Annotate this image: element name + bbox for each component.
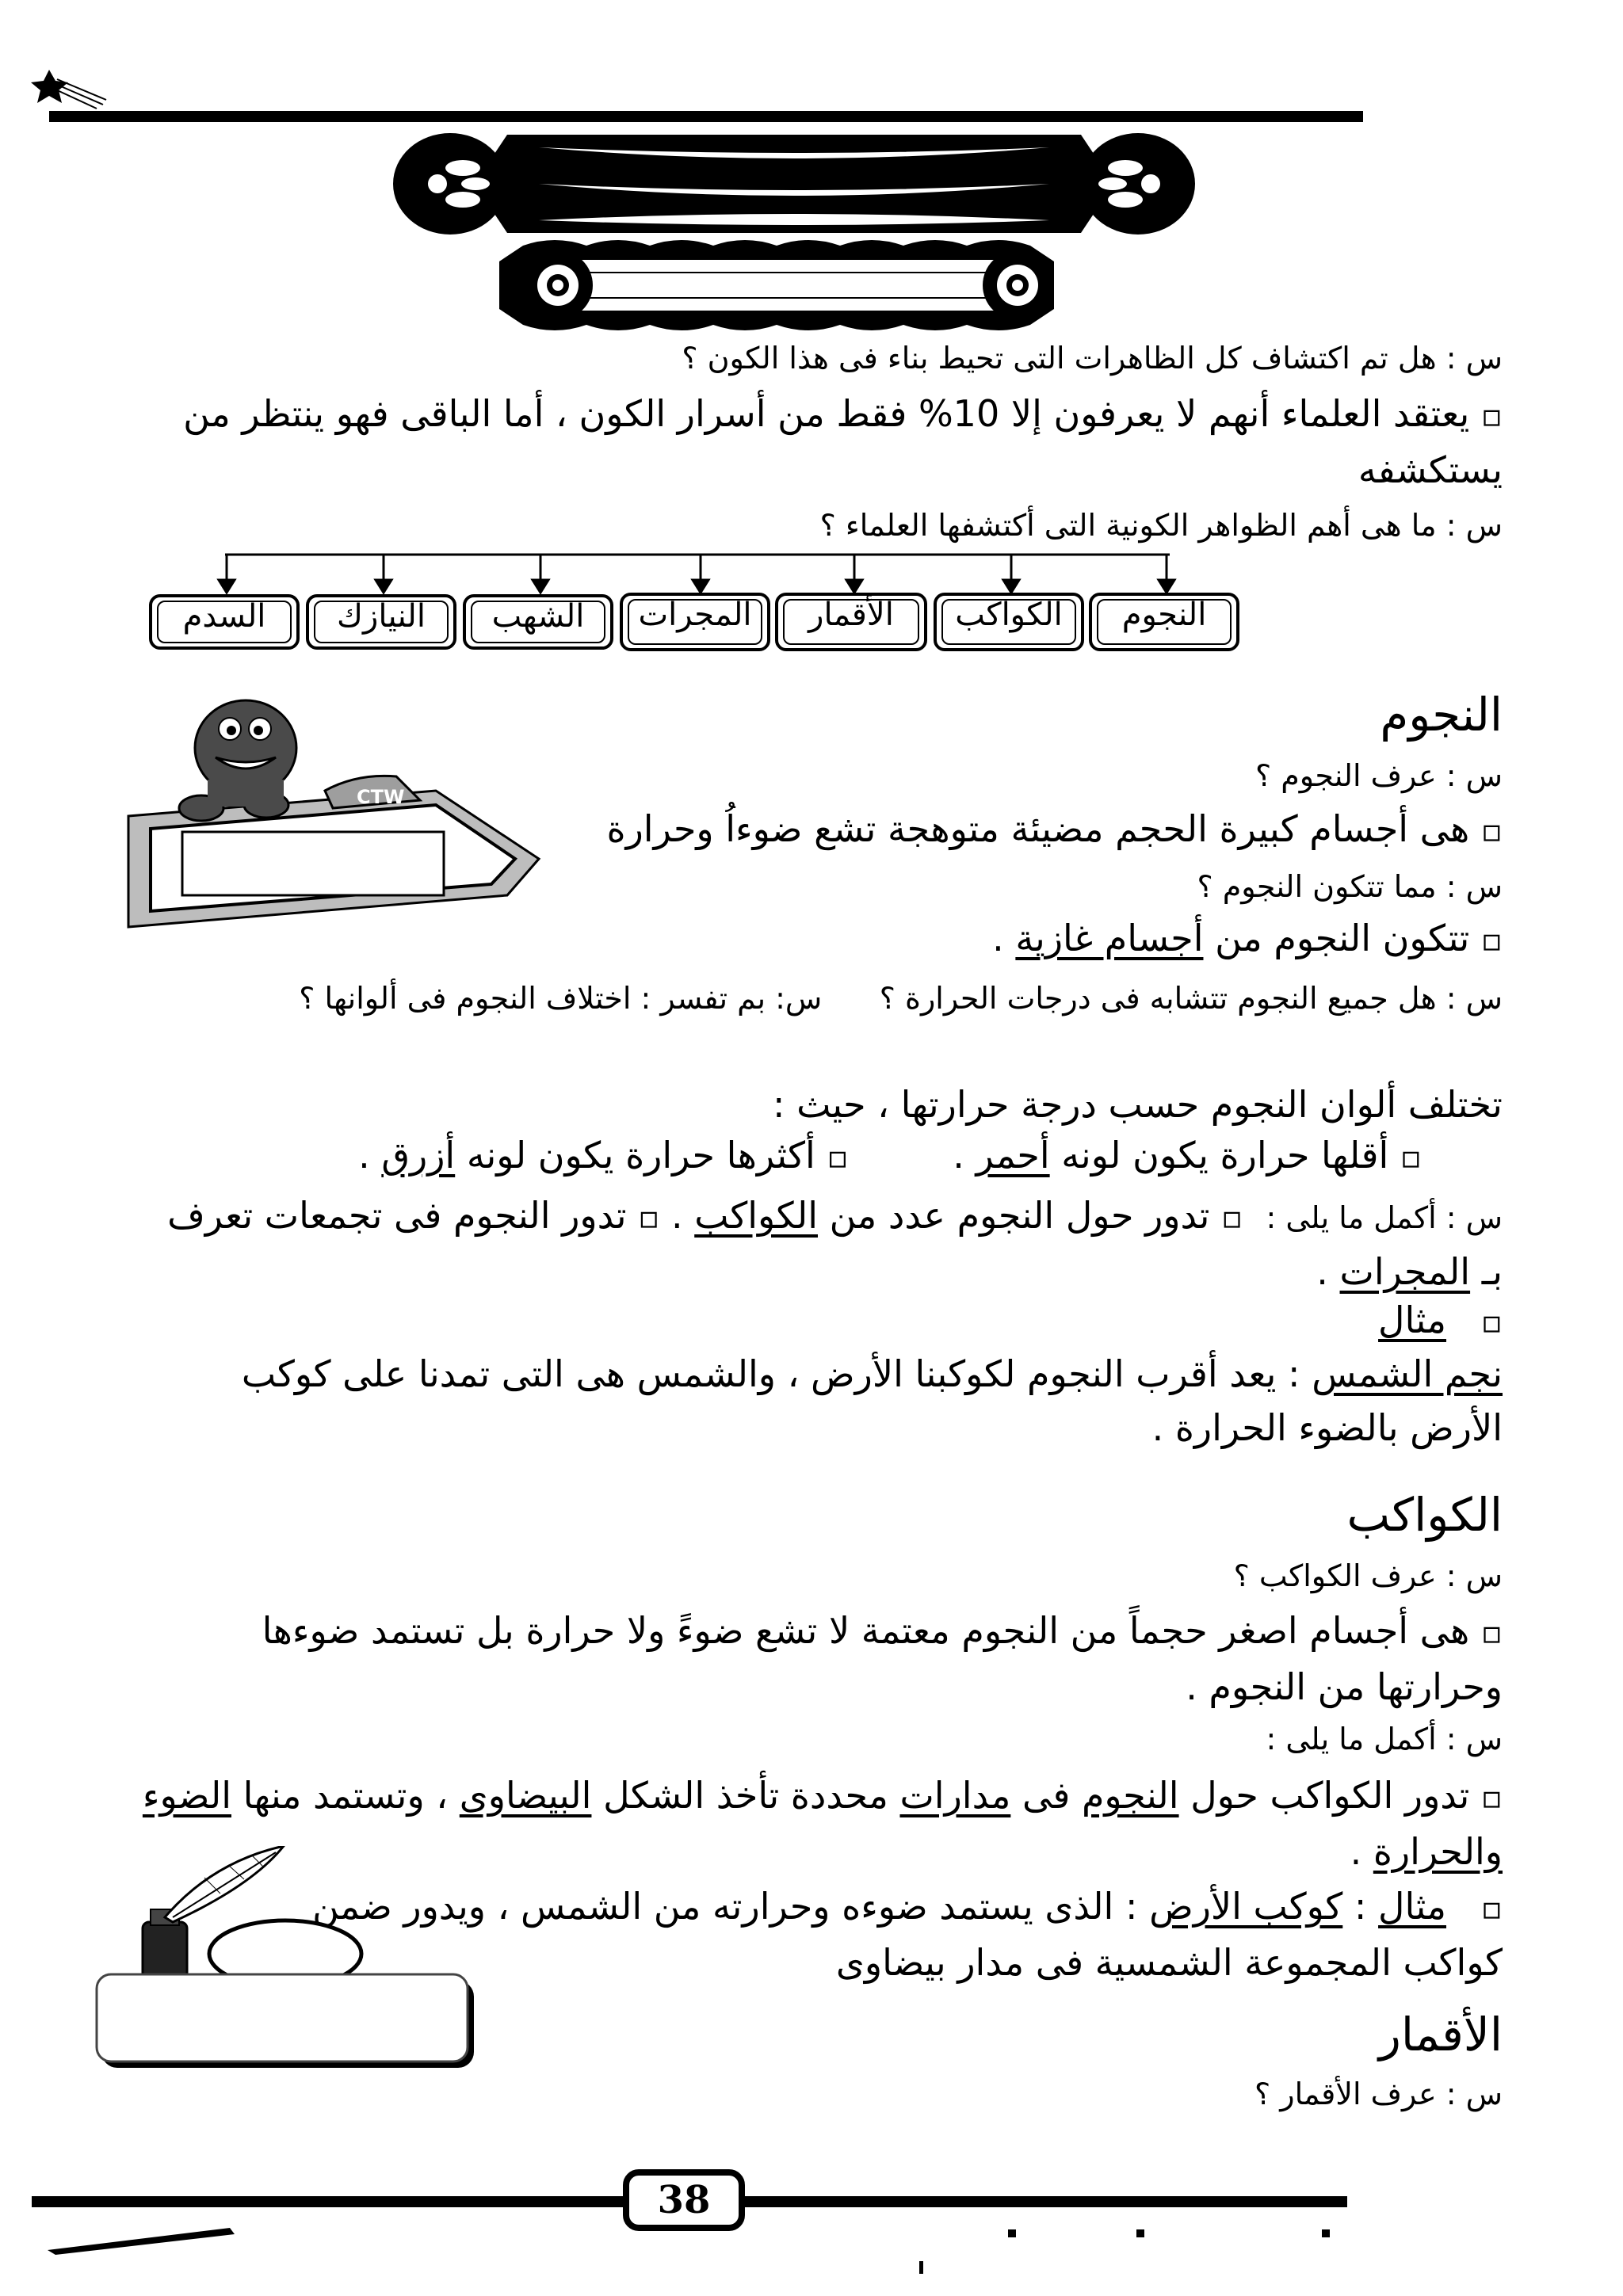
answer-orbits: مدارات (899, 1774, 1011, 1817)
answer-elliptical: البيضاوى (459, 1774, 592, 1817)
stars-heading: النجوم (1380, 688, 1503, 742)
stars-q-define: س : عرف النجوم ؟ (1255, 758, 1503, 793)
answer-light-heat: الضوء والحرارة (142, 1774, 1503, 1873)
stars-a-made: ▫ تتكون النجوم من أجسام غازية . (992, 917, 1503, 959)
phenomenon-galaxies: المجرات (620, 593, 770, 651)
phenomenon-nebulae: السدم (149, 594, 300, 650)
planets-heading: الكواكب (1346, 1488, 1503, 1542)
stars-example: نجم الشمس : يعد أقرب النجوم لكوكبنا الأرض ، والشمس هى التى تمدنا على كوكب الأرض بالضوء الحرارة . (241, 1352, 1503, 1449)
phenomenon-meteorites: النيازك (306, 594, 456, 650)
footer-decoration (0, 2155, 1623, 2296)
answer-planets: الكواكب (694, 1194, 818, 1237)
stars-a-define: ▫ هى أجسام كبيرة الحجم مضيئة متوهجة تشع ضوءاُ وحرارة (606, 807, 1503, 850)
bullet-glyph: ▫ (1480, 1890, 1503, 1927)
planets-q-define: س : عرف الكواكب ؟ (1233, 1558, 1503, 1593)
moons-q-define: س : عرف الأقمار ؟ (1254, 2077, 1503, 2111)
planets-a-define: ▫ هى أجسام اصغر حجماً من النجوم معتمة لا تشع ضوءً ولا حرارة بل تستمد ضوءها وحرارتها من النجوم . (262, 1609, 1503, 1708)
question-1: س : هل تم اكتشاف كل الظاهرات التى تحيط بناء فى هذا الكون ؟ (682, 341, 1503, 376)
bullet-glyph: ▫ (1480, 1615, 1503, 1651)
bullet-glyph: ▫ (1480, 813, 1503, 849)
bullet-glyph: ▫ (1480, 398, 1503, 434)
moons-heading: الأقمار (1378, 2008, 1503, 2061)
stars-complete: س : أكمل ما يلى : ▫ تدور حول النجوم عدد من الكواكب . ▫ تدور النجوم فى تجمعات تعرف بـ المجرات . (167, 1194, 1503, 1293)
page-number: 38 (657, 2178, 711, 2222)
bullet-glyph: ▫ (1480, 1304, 1503, 1341)
stars-color-bullets: ▫ أقلها حرارة يكون لونه أحمر . ▫ أكثرها حرارة يكون لونه أزرق . (358, 1134, 1422, 1177)
answer-red: أحمر (976, 1134, 1050, 1177)
subtitle-frame-icon (499, 240, 1054, 330)
bullet-glyph: ▫ (1480, 922, 1503, 959)
answer-gaseous-bodies: أجسام غازية (1015, 917, 1204, 959)
bullet-glyph: ▫ (1480, 1779, 1503, 1816)
header-decoration (0, 0, 1623, 349)
phenomenon-meteors: الشهب (463, 594, 613, 650)
phenomenon-moons: الأقمار (775, 593, 927, 651)
phenomena-tree-lines (0, 547, 1623, 594)
stars-q-temp-colors: س : هل جميع النجوم تتشابه فى درجات الحرارة ؟ س: بم تفسر : اختلاف النجوم فى ألوانها ؟ (299, 981, 1503, 1016)
inkwell-sign-clipart (94, 1846, 490, 2084)
answer-1 (124, 387, 1503, 497)
answer-stars: النجوم (1081, 1774, 1179, 1817)
answer-blue: أزرق (381, 1134, 456, 1177)
planets-complete-q: س : أكمل ما يلى : (1266, 1722, 1503, 1756)
bullet-glyph: ▫ (1400, 1139, 1422, 1176)
planets-example: ▫ مثال : كوكب الأرض : الذى يستمد ضوءه وحرارته من الشمس ، ويدور ضمن كواكب المجموعة الشمسية فى مدار بيضاوى (312, 1885, 1503, 1984)
question-2: س : ما هى أهم الظواهر الكونية التى أكتشفها العلماء ؟ (819, 508, 1503, 543)
cartoon-sign-clipart (119, 697, 547, 935)
bullet-glyph: ▫ (1221, 1199, 1243, 1236)
sign-label: CTW (357, 786, 405, 808)
example-sun: نجم الشمس (1312, 1352, 1503, 1395)
answer-1-text: يعتقد العلماء أنهم لا يعرفون إلا 10% فقط من أسرار الكون ، أما الباقى فهو ينتظر من يستكشفه (183, 392, 1503, 491)
title-scroll-icon (393, 133, 1195, 235)
stars-q-made: س : مما تتكون النجوم ؟ (1197, 869, 1503, 904)
phenomenon-planets: الكواكب (934, 593, 1084, 651)
answer-galaxies: المجرات (1339, 1250, 1471, 1293)
bullet-glyph: ▫ (638, 1199, 660, 1236)
phenomenon-stars: النجوم (1089, 593, 1239, 651)
planets-complete: ▫ تدور الكواكب حول النجوم فى مدارات محددة تأخذ الشكل البيضاوى ، وتستمد منها الضوء والحرارة . (142, 1774, 1503, 1873)
example-earth: كوكب الأرض (1149, 1885, 1343, 1928)
shooting-star-icon (31, 70, 106, 109)
bullet-glyph: ▫ (827, 1139, 849, 1176)
stars-example-label: ▫ مثال (1378, 1299, 1503, 1341)
stars-a-colors: تختلف ألوان النجوم حسب درجة حرارتها ، حيث : (772, 1083, 1503, 1126)
